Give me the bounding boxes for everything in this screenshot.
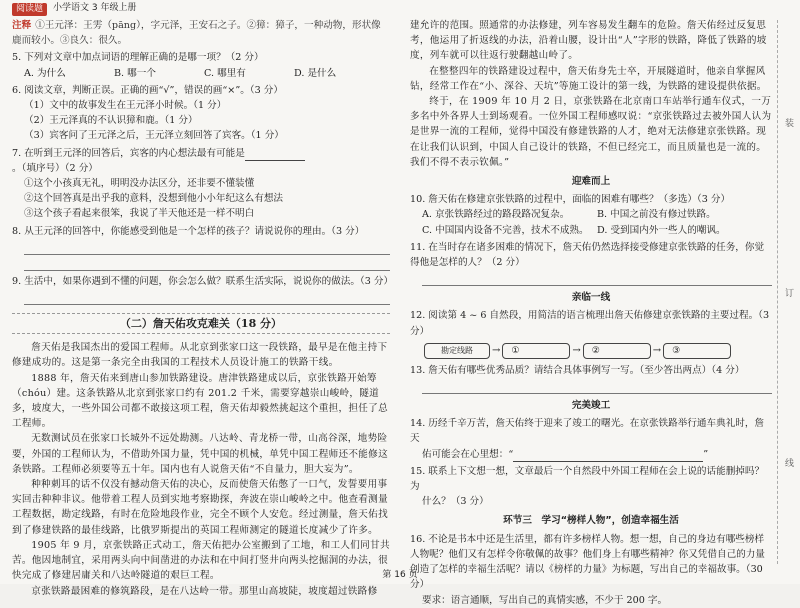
passage-paragraph: 1905 年 9 月，京张铁路正式动工，詹天佑把办公室搬到了工地，和工人们同甘共苦。他因地制宜，采用两头向中间凿进的办法和在中间打竖井向两头挖掘洞的办法，很快完成了修建居庸关和八达岭隧道的艰巨工程。 bbox=[12, 539, 390, 582]
passage-paragraph: 种种刺耳的话不仅没有撼动詹天佑的决心，反而使詹天佑憋了一口气，发誓要用事实回击种种非议。他带着工程人员到实地考察勘探，奔波在崇山峻岭之中。他查看测量工程数据，勘定线路，有时在危险地段作业，完全不顾个人安危。经过测量，詹天佑找到了修建铁路的最佳线路，比俄罗斯提出的英国工程师测定的隧道长度减少了许多。 bbox=[12, 479, 388, 536]
flow-step-blank[interactable]: ① bbox=[502, 343, 570, 359]
q7-item: ①这个小孩真无礼，明明没办法区分，还非要不懂装懂 bbox=[24, 178, 255, 190]
answer-line[interactable] bbox=[24, 258, 390, 271]
q10-option-c[interactable]: C. 中国国内设备不完善，技术不成熟。 bbox=[422, 224, 589, 236]
passage-paragraph: 建允许的范围。照通常的办法修建，列车容易发生翻车的危险。詹天佑经过反复思考，他运用了折返线的办法，沿着山腰，设计出“人”字形的铁路，降低了铁路的坡度，列车就可以往返行驶翻越山岭了。 bbox=[410, 20, 767, 62]
question-8 bbox=[12, 224, 390, 271]
q10-text: 10. 詹天佑在修建京张铁路的过程中，面临的困难有哪些？（多选）（3 分） bbox=[410, 194, 731, 206]
question-15 bbox=[410, 464, 772, 510]
arrow-right-icon: → bbox=[652, 345, 662, 357]
binding-mark: 订 bbox=[784, 289, 794, 299]
question-5 bbox=[12, 50, 390, 80]
q5-option-c[interactable]: C. 哪里有 bbox=[204, 67, 246, 79]
q15-text: 15. 联系上下文想一想，文章最后一个自然段中外国工程师在会上说的话能删掉吗？为 bbox=[410, 465, 765, 493]
q5-option-d[interactable]: D. 是什么 bbox=[294, 67, 337, 79]
passage-paragraph: 詹天佑是我国杰出的爱国工程师。从北京到张家口这一段铁路，最早是在他主持下修建成功的。这是第一条完全由我国的工程技术人员设计施工的铁路干线。 bbox=[12, 342, 388, 369]
q5-option-b[interactable]: B. 哪一个 bbox=[114, 67, 156, 79]
flow-step-first: 勘定线路 bbox=[424, 343, 490, 359]
q12-text: 12. 阅读第 4 ~ 6 自然段，用简洁的语言梳理出詹天佑修建京张铁路的主要过程。（3 分） bbox=[410, 310, 770, 337]
footnote-tag: 注释 bbox=[12, 20, 32, 31]
q6-text: 6. 阅读文章，判断正误。正确的画“√”，错误的画“×”。（3 分） bbox=[12, 84, 283, 96]
question-13 bbox=[410, 363, 772, 394]
q11-text: 11. 在当时存在诸多困难的情况下，詹天佑仍然选择接受修建京张铁路的任务，你觉得他是怎样的人？（2 分） bbox=[410, 241, 765, 269]
flow-step-blank[interactable]: ② bbox=[583, 343, 651, 359]
q7-text: 7. 在听到王元泽的回答后，宾客的内心想法最有可能是 bbox=[12, 147, 245, 159]
q5-option-a[interactable]: A. 为什么 bbox=[24, 67, 66, 79]
section-2-title: （二）詹天佑攻克难关（18 分） bbox=[12, 313, 390, 334]
question-11 bbox=[410, 240, 772, 286]
passage-paragraph: 终于，在 1909 年 10 月 2 日，京张铁路在北京南口车站举行通车仪式，一万多名中外各界人士到场观看。一位外国工程师感叹说：“京张铁路过去被外国人认为是世界一流的工程师，觉得中国没有修建铁路的人才，绝对无法修建京张铁路。现在让我们认识到，中国人自己设计的铁路，不但已经完工，而且质量也是一流的。我们不得不表示钦佩。” bbox=[410, 96, 772, 168]
q10-options bbox=[410, 223, 772, 238]
q7-item: ③这个孩子看起来很笨，我说了半天他还是一样不明白 bbox=[24, 208, 255, 220]
page-header bbox=[12, 0, 390, 18]
passage-paragraph: 京张铁路最困难的修筑路段，是在八达岭一带。那里山高坡陡，坡度超过铁路修 bbox=[31, 585, 378, 597]
q14-text2: 佑可能会在心里想：“ bbox=[422, 448, 514, 460]
page-number: 第 16 页 bbox=[382, 570, 418, 580]
flow-step-blank[interactable]: ③ bbox=[663, 343, 731, 359]
q15-text2: 什么？（3 分） bbox=[422, 496, 489, 508]
answer-line[interactable] bbox=[24, 292, 390, 305]
arrow-right-icon: → bbox=[492, 345, 501, 357]
q16-text: 16. 不论是书本中还是生活里，都有许多榜样人物。想一想，自己的身边有哪些榜样人物呢？他们又有怎样令你敬佩的故事？他们身上有哪些精神？你又凭借自己的力量创造了怎样的幸福生活呢？请以《榜样的力量》为标题，写出自己的幸福故事。（30 分） bbox=[410, 533, 765, 591]
arrow-right-icon: → bbox=[572, 345, 581, 357]
binding-mark: 装 bbox=[784, 119, 794, 129]
q14-end: ” bbox=[703, 448, 709, 460]
section-3-title: 环节三 学习“榜样人物”，创造幸福生活 bbox=[503, 515, 679, 527]
header-title: 小学语文 3 年级上册 bbox=[53, 3, 137, 14]
q13-text: 13. 詹天佑有哪些优秀品质？请结合具体事例写一写。（至少答出两点）（4 分） bbox=[410, 364, 745, 376]
process-flow bbox=[424, 343, 772, 359]
answer-line[interactable] bbox=[422, 273, 772, 286]
q7-tail: 。（填序号）（2 分） bbox=[12, 162, 98, 174]
passage-paragraph: 在整整四年的铁路建设过程中，詹天佑身先士卒，开展隧道时，他亲自掌握风钻，经常工作在“小、深谷、天坑”等施工设计的第一线，为铁路的建设提供依据。 bbox=[410, 65, 767, 92]
question-10 bbox=[410, 192, 772, 238]
q6-item[interactable]: （3）宾客问了王元泽之后，王元泽立刻回答了宾客。（1 分） bbox=[24, 130, 284, 142]
question-12 bbox=[410, 308, 772, 358]
right-column bbox=[410, 18, 772, 608]
q8-text: 8. 从王元泽的回答中，你能感受到他是一个怎样的孩子？请说说你的理由。（3 分） bbox=[12, 225, 365, 237]
q10-option-d[interactable]: D. 受到国内外一些人的嘲讽。 bbox=[597, 224, 726, 236]
question-9 bbox=[12, 274, 394, 305]
footnote-text: ①王元泽：王雱（pāng），字元泽，王安石之子。②獐：獐子，一种动物，形状像鹿而较小。③良久：很久。 bbox=[12, 20, 381, 47]
subsection-title: 亲临一线 bbox=[571, 292, 611, 304]
answer-line[interactable] bbox=[422, 381, 772, 394]
q5-text: 5. 下列对文章中加点词语的理解正确的是哪一项？（2 分） bbox=[12, 52, 264, 64]
question-6 bbox=[12, 83, 390, 144]
subsection-title: 迎难而上 bbox=[571, 176, 611, 188]
q10-option-b[interactable]: B. 中国之前没有修过铁路。 bbox=[597, 209, 716, 221]
question-7 bbox=[12, 146, 390, 222]
q7-item: ②这个回答真是出乎我的意料，没想到他小小年纪这么有想法 bbox=[24, 193, 284, 205]
q9-text: 9. 生活中，如果你遇到不懂的问题，你会怎么做？联系生活实际，说说你的做法。（3 分） bbox=[12, 275, 394, 287]
q14-answer-blank[interactable] bbox=[513, 451, 703, 462]
binding-mark: 线 bbox=[784, 459, 794, 469]
passage-paragraph: 1888 年，詹天佑来到唐山参加铁路建设。唐津铁路建成以后，京张铁路开始筹（chóu）建。这条铁路从北京到张家口约有 201.2 千米，需要穿越崇山峻岭，隧道多，坡度大，一些外国公司都不敢接这项工程，詹天佑却毅然挑起这个重担，担任了总工程师。 bbox=[12, 372, 388, 430]
q6-item[interactable]: （1）文中的故事发生在王元泽小时候。（1 分） bbox=[24, 100, 227, 112]
left-column bbox=[12, 0, 394, 599]
question-14 bbox=[410, 416, 772, 462]
q5-options bbox=[12, 66, 390, 81]
binding-cut-line bbox=[777, 20, 778, 564]
q10-option-a[interactable]: A. 京张铁路经过的路段路况复杂。 bbox=[422, 209, 570, 221]
q16-requirement: 要求：语言通顺，写出自己的真情实感，不少于 200 字。 bbox=[422, 594, 668, 606]
subsection-title: 完美竣工 bbox=[571, 400, 611, 412]
q14-text: 14. 历经千辛万苦，詹天佑终于迎来了竣工的曙光。在京张铁路举行通车典礼时，詹天 bbox=[410, 418, 765, 445]
q10-options bbox=[410, 207, 772, 222]
q7-answer-blank[interactable] bbox=[245, 150, 305, 161]
q6-item[interactable]: （2）王元泽真的不认识獐和鹿。（1 分） bbox=[24, 115, 198, 127]
answer-line[interactable] bbox=[24, 242, 390, 255]
footnote bbox=[12, 18, 390, 48]
passage-paragraph: 无数测试员在张家口长城外不远处勘测。八达岭、青龙桥一带，山高谷深，地势险要，外国的工程师认为，不借助外国力量，凭中国的机械，单凭中国工程师还不能修这条铁路。工程师必须要等五十年。国内也有人说詹天佑“不自量力，胆大妄为”。 bbox=[12, 433, 388, 475]
header-badge: 阅读题 bbox=[12, 3, 47, 16]
